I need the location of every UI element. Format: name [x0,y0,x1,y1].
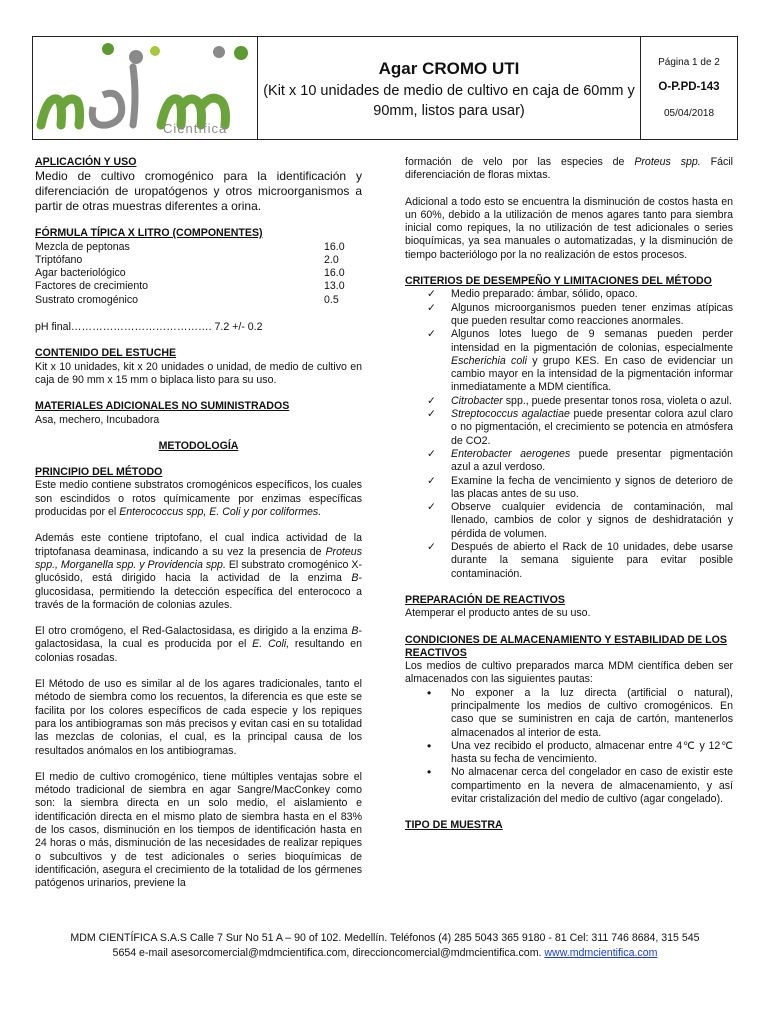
list-item: • No exponer a la luz directa (artificial o natural), principalmente los medios de cultivo cromogénicos. En caso que se suministren en caja de cartón, mantenerlos almacenados al interior de esta. [427,685,733,739]
formula-row: Mezcla de peptonas 16.0 [35,240,345,253]
principio-paragraph-2: Además este contiene triptofano, el cual indica actividad de la triptofanasa deaminasa, indicando a su vez la presencia de Proteus spp., Morganella spp. y Providencia spp. El substrato cromogénico X-glucósido, está dirigido hacia la actividad de la enzima B-glucosidasa, permitiendo la detección específica del enterococo a través de la formación de colonias azules. [35,532,363,611]
ph-final: pH final…………………………………. 7.2 +/- 0.2 [35,321,263,334]
heading-condiciones: CONDICIONES DE ALMACENAMIENTO Y ESTABILIDAD DE LOS REACTIVOS [405,633,727,659]
list-item: ✓ Después de abierto el Rack de 10 unidades, debe usarse durante la semana siguiente para evitar posible contaminación. [427,541,733,580]
check-icon: ✓ [427,541,436,554]
check-icon: ✓ [427,394,436,407]
check-icon: ✓ [427,501,436,514]
list-item: ✓ Algunos lotes luego de 9 semanas pueden perder intensidad en la pigmentación de colonias, especialmente Escherichia coli y grupo KES. En caso de evidenciar un cambio mayor en la intensidad de la pigmentación informar inmediatamente a MDM científica. [427,328,733,394]
formula-row: Sustrato cromogénico 0.5 [35,293,339,306]
list-item: ✓ Medio preparado: ámbar, sólido, opaco. [427,288,638,301]
formula-row: Agar bacteriológico 16.0 [35,267,345,280]
principio-paragraph-3: El otro cromógeno, el Red-Galactosidasa, es dirigido a la enzima B-galactosidasa, la cual es producida por el E. Coli, resultando en colonias rosadas. [35,625,362,664]
title-block [258,37,641,139]
list-item: ✓ Algunos microorganismos pueden tener enzimas atípicas que pueden resultar como reacciones anormales. [427,301,733,327]
company-logo [33,37,258,139]
document-header [32,36,738,140]
criterios-list [405,288,733,581]
heading-materiales: MATERIALES ADICIONALES NO SUMINISTRADOS [35,400,290,413]
formula-row: Triptófano 2.0 [35,253,339,266]
check-icon: ✓ [427,288,436,301]
bullet-icon: • [427,765,432,780]
page-number: Página 1 de 2 [658,57,720,68]
heading-formula: FÓRMULA TÍPICA X LITRO (COMPONENTES) [35,227,263,240]
logo-subtext: Científica [163,121,228,136]
bullet-icon: • [427,738,432,753]
document-meta [641,37,737,139]
principio-paragraph-1: Este medio contiene substratos cromogénicos específicos, los cuales son escindidos o rotos químicamente por enzimas específicas producidas por el Enterococcus spp, E. Coli y por coliformes. [35,479,362,519]
heading-contenido: CONTENIDO DEL ESTUCHE [35,347,177,360]
list-item: ✓ Observe cualquier evidencia de contaminación, mal llenado, cambios de color y signos de deshidratación y pérdida de volumen. [427,501,733,540]
document-subtitle: (Kit x 10 unidades de medio de cultivo en caja de 60mm y 90mm, listos para usar) [263,83,635,119]
check-icon: ✓ [427,328,436,341]
preparacion-text: Atemperar el producto antes de su uso. [405,607,591,620]
heading-aplicacion: APLICACIÓN Y USO [35,156,137,168]
list-item: ✓ Streptococcus agalactiae puede presentar colora azul claro o no pigmentación, el crecimiento se potencia en atmósfera de CO2. [427,408,733,447]
heading-criterios: CRITERIOS DE DESEMPEÑO Y LIMITACIONES DEL MÉTODO [405,275,712,288]
condiciones-text: Los medios de cultivo preparados marca MDM científica deben ser almacenados con las siguientes pautas: [405,660,733,686]
check-icon: ✓ [427,408,436,421]
contenido-text: Kit x 10 unidades, kit x 20 unidades o unidad, de medio de cultivo en caja de 90 mm x 15 mm o biplaca listo para su uso. [35,360,362,386]
aplicacion-text: Medio de cultivo cromogénico para la identificación y diferenciación de uropatógenos y otros microorganismos a partir de otras muestras diferentes a orina. [35,169,362,214]
footer-address: MDM CIENTÍFICA S.A.S Calle 7 Sur No 51 A – 90 of 102. Medellín. Teléfonos (4) 285 5043 365 9180 - 81 Cel: 311 746 8684, 315 545 [70,932,700,944]
heading-metodologia: METODOLOGÍA [158,439,239,452]
condiciones-list [405,687,733,807]
principio-paragraph-5: El medio de cultivo cromogénico, tiene múltiples ventajas sobre el método tradicional de siembra en agar Sangre/MacConkey como son: la siembra directa en un solo medio, el aislamiento e identificación directa en el mismo plato de siembra hasta en el 83% de los casos, disminución en los tiempos de identificación hasta en 24 horas o más, disminución de las necesidades de realizar repiques o subcultivos y de test adicionales o series bioquímicas de identificación, asegura el crecimiento de la totalidad de los gérmenes patógenos urinarios, previene la [35,770,362,890]
heading-tipo-muestra: TIPO DE MUESTRA [405,819,503,832]
materiales-text: Asa, mechero, Incubadora [35,413,160,426]
list-item: • Una vez recibido el producto, almacenar entre 4℃ y 12℃ hasta su fecha de vencimiento. [427,738,733,766]
document-code: O-P.PD-143 [658,81,720,93]
principio-paragraph-4: El Método de uso es similar al de los agares tradicionales, tanto el método de siembra como los recuentos, la diferencia es que este se facilita por los colores específicos de cada especie y los repiques para los antibiogramas son más precisos y evitan casi en su totalidad las mezclas de colonias, el cual, es la principal causa de los resultados anómalos en los antibiogramas. [35,678,362,757]
right-column [405,156,733,833]
heading-principio: PRINCIPIO DEL MÉTODO [35,466,163,479]
document-date: 05/04/2018 [663,108,715,119]
formula-row: Factores de crecimiento 13.0 [35,280,345,293]
costos-paragraph: Adicional a todo esto se encuentra la disminución de costos hasta en un 60%, debido a la utilización de menos agares tanto para siembra inicial como repiques, la no utilización de test adicionales o series bioquímicas, ya sea manuales o automatizadas, y la disminución de tiempo bacteriólogo por la no realización de estos procesos. [405,195,733,261]
check-icon: ✓ [427,301,436,314]
bullet-icon: • [427,685,432,700]
check-icon: ✓ [427,447,436,460]
list-item: ✓ Examine la fecha de vencimiento y signos de deterioro de las placas antes de su uso. [427,474,733,500]
list-item: • No almacenar cerca del congelador en caso de existir este compartimento en la nevera de almacenamiento, y así evitar cristalización del medio de cultivo (agar congelado). [427,765,733,806]
footer-contacts: 5654 e-mail asesorcomercial@mdmcientifica.com, direccioncomercial@mdmcientifica.com. www.mdmcientifica.com [112,947,658,959]
website-link[interactable]: www.mdmcientifica.com [544,947,658,959]
heading-preparacion: PREPARACIÓN DE REACTIVOS [405,593,565,606]
left-column [35,156,362,890]
list-item: ✓ Enterobacter aerogenes puede presentar pigmentación azul a azul verdoso. [427,447,733,474]
document-footer [30,931,740,961]
check-icon: ✓ [427,474,436,487]
list-item: ✓ Citrobacter spp., puede presentar tonos rosa, violeta o azul. [427,394,732,407]
document-title: Agar CROMO UTI [378,59,520,78]
ventajas-paragraph-end: formación de velo por las especies de Proteus spp. Fácil diferenciación de floras mixtas. [405,156,733,182]
